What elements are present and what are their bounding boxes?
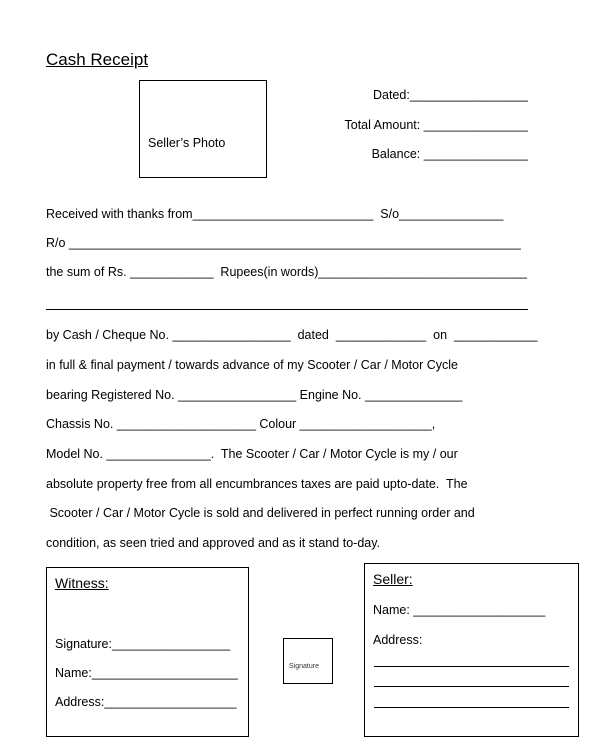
residence-line[interactable]: R/o _________________________________________________________________: [46, 236, 521, 250]
seller-address-line-2[interactable]: [374, 686, 569, 687]
registration-engine-line[interactable]: bearing Registered No. _________________ Engine No. ______________: [46, 388, 463, 402]
chassis-colour-line[interactable]: Chassis No. ____________________ Colour ___________________,: [46, 417, 436, 431]
seller-address-label: Address:: [373, 633, 423, 647]
total-amount-field[interactable]: Total Amount: _______________: [344, 118, 528, 132]
seller-photo-box: [139, 80, 267, 178]
witness-signature-field[interactable]: Signature:_________________: [55, 637, 231, 651]
witness-heading: Witness:: [55, 575, 109, 591]
payment-mode-line[interactable]: by Cash / Cheque No. _________________ dated _____________ on ____________: [46, 328, 538, 342]
payment-type-line: in full & final payment / towards advance of my Scooter / Car / Motor Cycle: [46, 358, 458, 372]
declaration-line-2: Scooter / Car / Motor Cycle is sold and delivered in perfect running order and: [46, 506, 475, 520]
seller-name-field[interactable]: Name: ___________________: [373, 603, 546, 617]
balance-field[interactable]: Balance: _______________: [371, 147, 528, 161]
blank-rule-line[interactable]: [46, 309, 528, 310]
declaration-line-1: absolute property free from all encumbrances taxes are paid upto-date. The: [46, 477, 468, 491]
seller-address-line-3[interactable]: [374, 707, 569, 708]
witness-address-field[interactable]: Address:___________________: [55, 695, 237, 709]
seller-photo-label: Seller’s Photo: [148, 136, 226, 150]
dated-field[interactable]: Dated:_________________: [372, 88, 528, 102]
seller-heading: Seller:: [373, 571, 413, 587]
declaration-line-3: condition, as seen tried and approved and as it stand to-day.: [46, 536, 381, 550]
signature-box-label: Signature: [289, 663, 319, 670]
page-title: Cash Receipt: [46, 50, 149, 69]
seller-box: [364, 563, 579, 737]
signature-box[interactable]: [283, 638, 333, 684]
model-line[interactable]: Model No. _______________. The Scooter / Car / Motor Cycle is my / our: [46, 447, 458, 461]
sum-line[interactable]: the sum of Rs. ____________ Rupees(in words)______________________________: [46, 265, 527, 279]
witness-name-field[interactable]: Name:_____________________: [55, 666, 238, 680]
witness-box: [46, 567, 249, 737]
received-from-line[interactable]: Received with thanks from__________________________ S/o_______________: [46, 207, 504, 221]
seller-address-line-1[interactable]: [374, 666, 569, 667]
